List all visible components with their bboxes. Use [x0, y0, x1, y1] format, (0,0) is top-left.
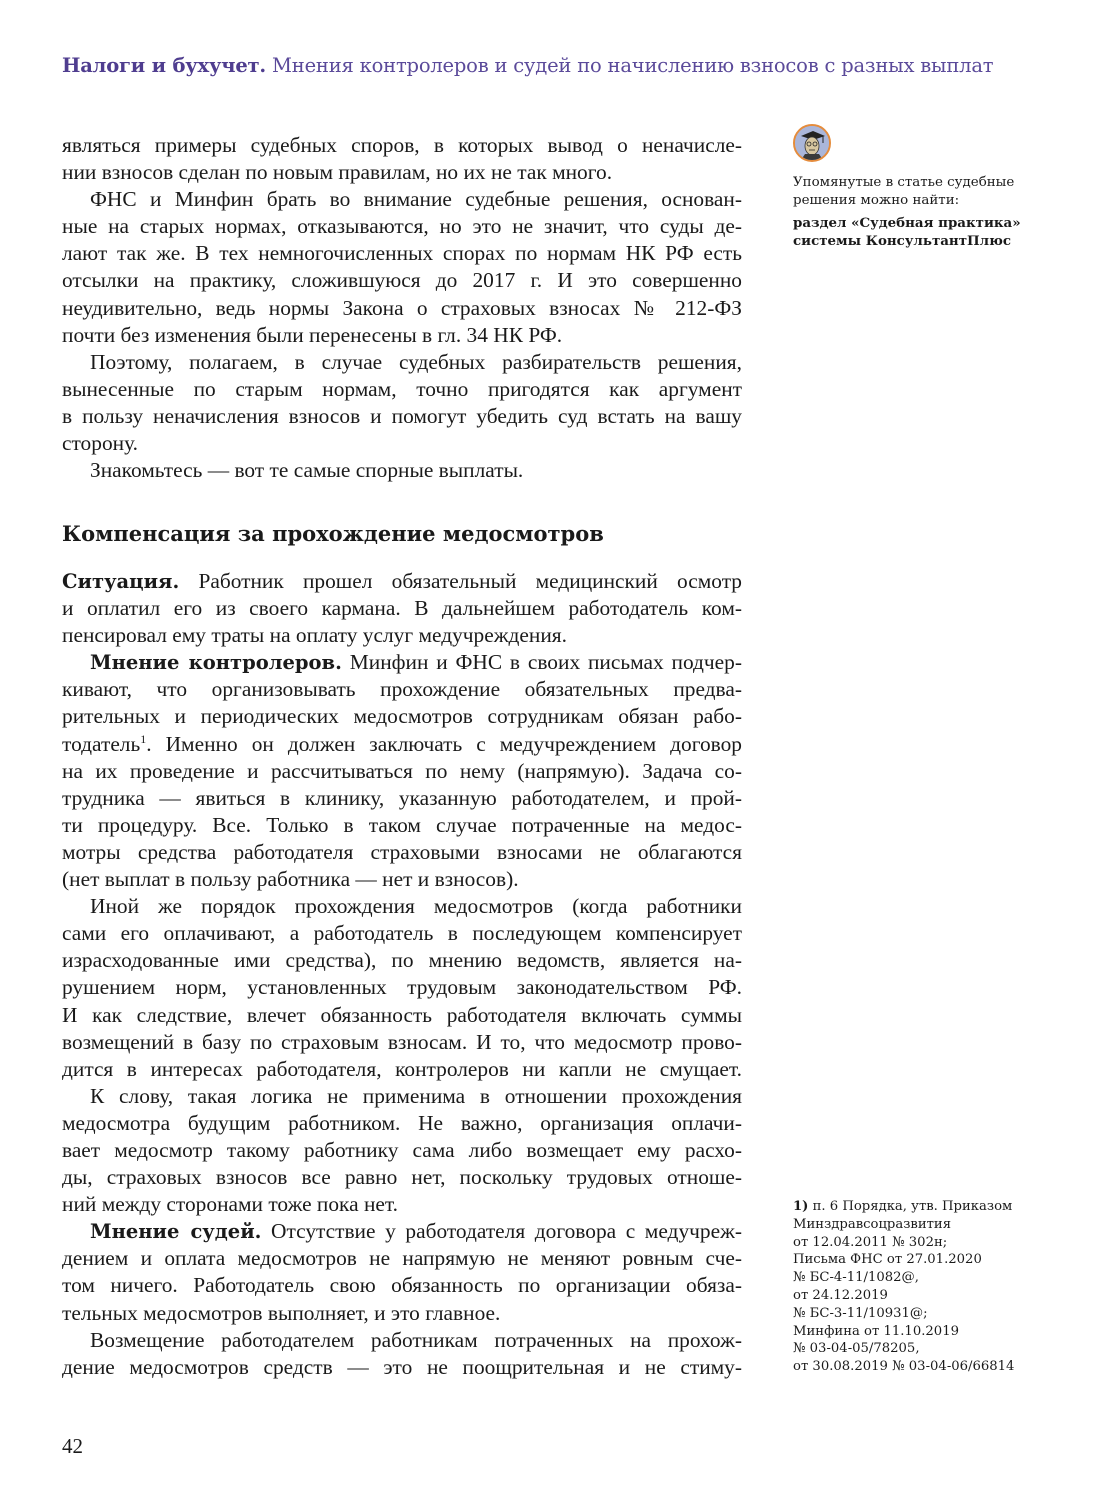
text-line: лают так же. В тех немногочисленных спорах по нормам НК РФ есть	[62, 241, 742, 266]
controllers-label: Мнение контролеров.	[90, 651, 342, 675]
footnote-line: № БС-3-11/10931@;	[793, 1305, 928, 1321]
text-line: и оплатил его из своего кармана. В дальнейшем работодатель ком-	[62, 596, 742, 621]
text-line: дением и оплата медосмотров не напрямую не меняют ровным сче-	[62, 1246, 742, 1271]
text-line: Иной же порядок прохождения медосмотров (когда работники	[90, 894, 742, 919]
text-line: трудника — явиться в клинику, указанную работодателем, и прой-	[62, 785, 742, 810]
section-heading: Компенсация за прохождение медосмотров	[62, 521, 604, 546]
header-section: Налоги и бухучет.	[62, 54, 267, 77]
text-line: ные на старых нормах, отказываются, но это не значит, что суды де-	[62, 214, 742, 239]
footnote-line: Минздравсоцразвития	[793, 1216, 952, 1232]
footnote-line: № 03-04-05/78205,	[793, 1341, 920, 1357]
text-line: Возмещение работодателем работникам потраченных на прохож-	[90, 1327, 742, 1352]
footnote-line: № БС-4-11/1082@,	[793, 1270, 919, 1286]
text-line: являться примеры судебных споров, в которых вывод о неначисле-	[62, 133, 742, 157]
sidebar-note	[793, 124, 1033, 250]
header-title: Мнения контролеров и судей по начислению взносов с разных выплат	[272, 54, 994, 77]
text-line: сами его оплачивают, а работодатель в последующем компенсирует	[62, 921, 742, 946]
text-line: кивают, что организовывать прохождение обязательных предва-	[62, 677, 742, 702]
footnote-line: Письма ФНС от 27.01.2020	[793, 1252, 982, 1268]
main-column	[62, 132, 742, 1379]
text-line: израсходованные ими средства), по мнению ведомств, является на-	[62, 948, 742, 973]
text-line: ти процедуру. Все. Только в таком случае потраченные на медос-	[62, 812, 742, 837]
text-line: медосмотра будущим работником. Не важно, организация оплачи-	[62, 1110, 742, 1135]
text-line: на их проведение и рассчитываться по нему (напрямую). Задача со-	[62, 758, 742, 783]
footnote-number: 1)	[793, 1199, 809, 1214]
judges-line: Мнение судей. Отсутствие у работодателя договора с медучреж-	[90, 1219, 742, 1244]
text-line: ний между сторонами тоже пока нет.	[62, 1192, 398, 1217]
text-line: сторону.	[62, 431, 138, 456]
footnote-reference[interactable]: 1	[140, 731, 147, 746]
footnote-line: от 30.08.2019 № 03-04-06/66814	[793, 1359, 1015, 1375]
text-line: вынесенные по старым нормам, точно пригодятся как аргумент	[62, 376, 742, 401]
text-line: пенсировал ему траты на оплату услуг медучреждения.	[62, 623, 567, 648]
text-line: К слову, такая логика не применима в отношении прохождения	[90, 1083, 742, 1108]
footnote-line: от 12.04.2011 № 302н;	[793, 1234, 948, 1250]
text-line: возмещений в базу по страховым взносам. И то, что медосмотр прово-	[62, 1029, 742, 1054]
text-line: ФНС и Минфин брать во внимание судебные решения, основан-	[90, 187, 742, 212]
text-line: тодатель$^1$. Именно он должен заключать с медучреждением договор	[62, 731, 742, 756]
text-line: Поэтому, полагаем, в случае судебных разбирательств решения,	[90, 349, 742, 374]
sidebar-note-text: решения можно найти:	[793, 193, 960, 208]
sidebar-note-text: Упомянутые в статье судебные	[793, 175, 1015, 190]
text-line: том ничего. Работодатель свою обязанность по организации обяза-	[62, 1273, 742, 1298]
footnote-line: Минфина от 11.10.2019	[793, 1323, 959, 1339]
page-number: 42	[62, 1434, 83, 1458]
text-line: в пользу неначисления взносов и помогут убедить суд встать на вашу	[62, 403, 742, 428]
text-line: ды, страховых взносов все равно нет, поскольку трудовых отноше-	[62, 1165, 742, 1190]
text-line: (нет выплат в пользу работника — нет и взносов).	[62, 867, 519, 892]
professor-avatar-icon	[793, 124, 831, 162]
controllers-line: Мнение контролеров. Минфин и ФНС в своих письмах подчер-	[90, 650, 742, 675]
running-header	[62, 54, 993, 77]
text-line: почти без изменения были перенесены в гл. 34 НК РФ.	[62, 322, 563, 347]
text-line: мотры средства работодателя страховыми взносами не облагаются	[62, 839, 742, 864]
judges-label: Мнение судей.	[90, 1220, 262, 1244]
text-line: отсылки на практику, сложившуюся до 2017 г. И это совершенно	[62, 268, 742, 293]
text-line: дение медосмотров средств — это не поощрительная и не стиму-	[62, 1354, 742, 1379]
footnote-line: от 24.12.2019	[793, 1287, 888, 1303]
text-line: рушением норм, установленных трудовым законодательством РФ.	[62, 975, 742, 1000]
sidebar-note-source: раздел «Судебная практика» системы КонсультантПлюс	[793, 215, 1021, 249]
text-line: дится в интересах работодателя, контролеров ни капли не смущает.	[62, 1056, 742, 1081]
text-line: вает медосмотр такому работнику сама либо возмещает ему расхо-	[62, 1137, 742, 1162]
section-body	[62, 568, 742, 1381]
situation-line: Ситуация. Работник прошел обязательный медицинский осмотр	[62, 569, 742, 593]
footnote-line: 1) п. 6 Порядка, утв. Приказом	[793, 1199, 1013, 1214]
footnote	[793, 1198, 1033, 1376]
text-line: нии взносов сделан по новым правилам, но их не так много.	[62, 160, 613, 185]
text-line: Знакомьтесь — вот те самые спорные выплаты.	[90, 458, 524, 483]
text-line: неудивительно, ведь нормы Закона о страховых взносах № 212-ФЗ	[62, 295, 742, 320]
text-line: рительных и периодических медосмотров сотрудникам обязан рабо-	[62, 704, 742, 729]
intro-text	[62, 132, 742, 484]
text-line: И как следствие, влечет обязанность работодателя включать суммы	[62, 1002, 742, 1027]
situation-label: Ситуация.	[62, 570, 180, 593]
text-line: тельных медосмотров выполняет, и это главное.	[62, 1300, 501, 1325]
